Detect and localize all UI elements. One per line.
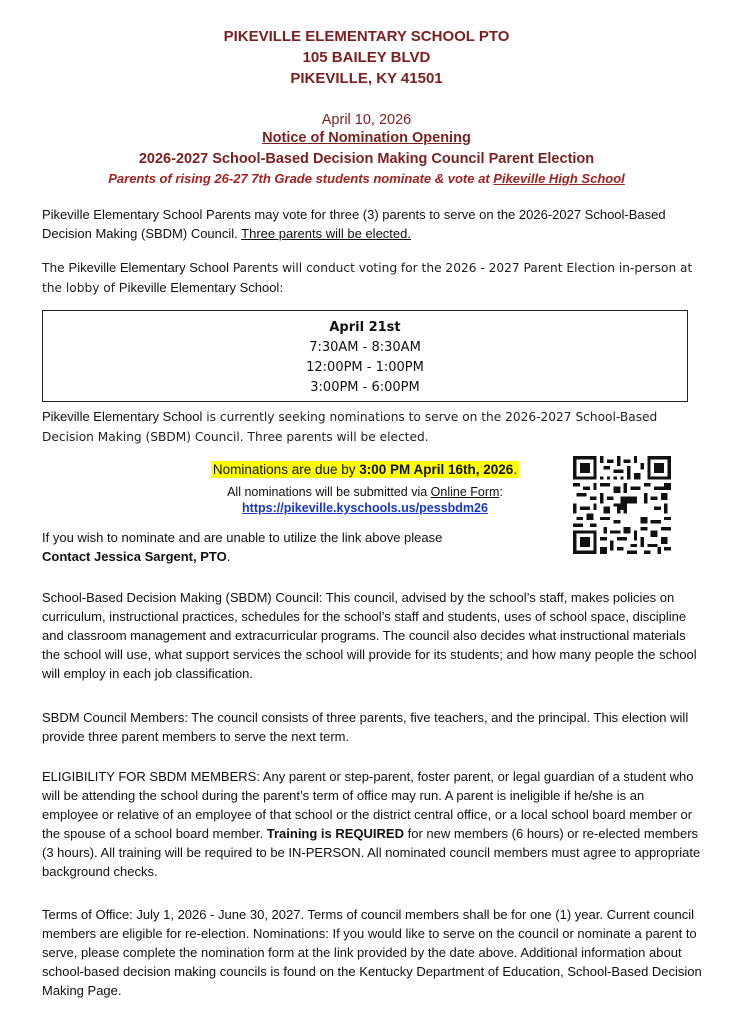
notice-date: April 10, 2026 [321,112,412,128]
notice-title: Notice of Nomination Opening [262,130,471,146]
terms-paragraph: Terms of Office: July 1, 2026 - June 30, 2027. Terms of council members shall be for one (1) year. Current council members are eligible for re-election. Nominations: If you would like to serve on the council or nominate a parent to serve, please complete the nomination form at the link provided by the date above. Additional information about school-based decision making councils is found on the Kentucky Department of Education, School-Based Decision Making Page. [42,907,702,998]
voting-time-2: 12:00PM - 1:00PM [306,360,424,375]
via-prefix: All nominations will be submitted via [227,485,431,499]
via-suffix: : [499,485,503,499]
voting-time-1: 7:30AM - 8:30AM [309,340,421,355]
due-prefix: Nominations are due by [212,462,360,477]
sbdm-council-paragraph: School-Based Decision Making (SBDM) Council: This council, advised by the school’s staff, makes policies on curriculum, instructional practices, schedules for the school’s staff and students, uses of school space, discipline and classroom management and extracurricular programs. The council also decides what instructional materials the school will use, what support services the school will provide for its students; and how many people the school will employ in each job classification. [42,590,697,681]
seeking-paragraph [42,407,702,447]
subtitle-location: Pikeville High School [493,171,625,186]
contact-paragraph [42,528,702,566]
nominations-due [150,460,580,480]
intro-text: Pikeville Elementary School Parents may vote for three (3) parents to serve on the 2026-2027 School-Based Decision Making (SBDM) Council. [42,207,666,241]
voting-day: April 21st [329,320,401,335]
contact-line [42,547,702,566]
contact-name: Contact Jessica Sargent, PTO [42,549,227,564]
voting-part1: The [42,261,69,275]
voting-schedule-box [42,310,688,402]
due-suffix: . [513,462,518,477]
voting-paragraph [42,258,702,298]
voting-school2: Pikeville Elementary School [118,280,280,295]
voting-time-3: 3:00PM - 6:00PM [310,380,420,395]
contact-suffix: . [226,549,231,564]
seeking-text: is currently seeking nominations to serve on the 2026-2027 School-Based Decision Making (SBDM) Council. Three parents will be elected. [42,410,658,444]
org-address-line1: 105 BAILEY BLVD [302,49,431,66]
election-title: 2026-2027 School-Based Decision Making Council Parent Election [138,151,595,167]
council-members-paragraph: SBDM Council Members: The council consists of three parents, five teachers, and the principal. This election will provide three parent members to serve the next term. [42,710,689,744]
nominations-via [150,484,580,501]
intro-elected: Three parents will be elected. [241,226,411,241]
eligibility-text: ELIGIBILITY FOR SBDM MEMBERS: Any parent or step-parent, foster parent, or legal guardian of a student who will be attending the school during the parent’s term of office may run. A parent is ineligible if he/she is an employee or relative of an employee of that school or the district central office, or a local school board member or the spouse of a school board member. [42,769,694,841]
voting-school1: Pikeville Elementary School [68,260,229,275]
voting-part3: : [279,281,284,295]
due-highlight [211,461,519,478]
nomination-url-link[interactable]: https://pikeville.kyschools.us/pessbdm26 [242,501,488,515]
seeking-school: Pikeville Elementary School [42,409,203,424]
due-time: 3:00 PM April 16th, 2026 [359,462,514,477]
voting-part2: Parents will conduct voting for the 2026 - 2027 Parent Election in-person at the lobby of [42,261,693,295]
org-header [0,26,733,89]
online-form-link[interactable]: Online Form [430,485,500,499]
eligibility-paragraph [42,767,702,881]
eligibility-rest: for new members (6 hours) or re-elected members (3 hours). All training will be required to be IN-PERSON. All nominated council members must agree to appropriate background checks. [42,826,701,879]
org-name: PIKEVILLE ELEMENTARY SCHOOL PTO [223,28,510,45]
eligibility-training: Training is REQUIRED [266,826,404,841]
org-address-line2: PIKEVILLE, KY 41501 [290,70,443,87]
subtitle-text: Parents of rising 26-27 7th Grade students nominate & vote at [108,171,494,186]
intro-paragraph [42,205,702,243]
election-subtitle [0,170,733,188]
contact-text: If you wish to nominate and are unable to utilize the link above please [42,530,443,545]
